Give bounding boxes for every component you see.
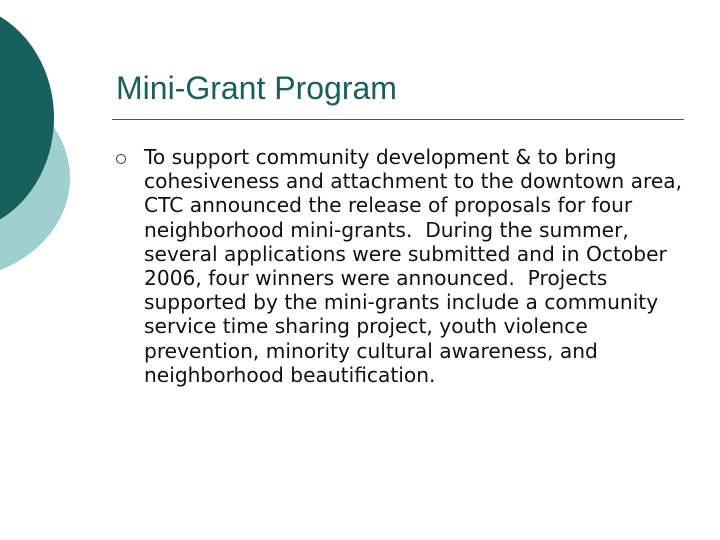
bullet-text: To support community development & to bring cohesiveness and attachment to the downtown area, CTC announced the release of proposals for four neighborhood mini-grants. During the summer, several applications were submitted and in October 2006, four winners were announced. Projects supported by the mini-grants include a community service time sharing project, youth violence prevention, minority cultural awareness, and neighborhood beautification.: [144, 145, 689, 387]
bullet-item: [112, 145, 692, 387]
title-divider: [112, 119, 684, 120]
slide-title: Mini-Grant Program: [116, 70, 397, 106]
bullet-list: [112, 145, 692, 387]
teal-circle-decoration: [0, 0, 80, 290]
hollow-circle-bullet-icon: [116, 154, 126, 164]
